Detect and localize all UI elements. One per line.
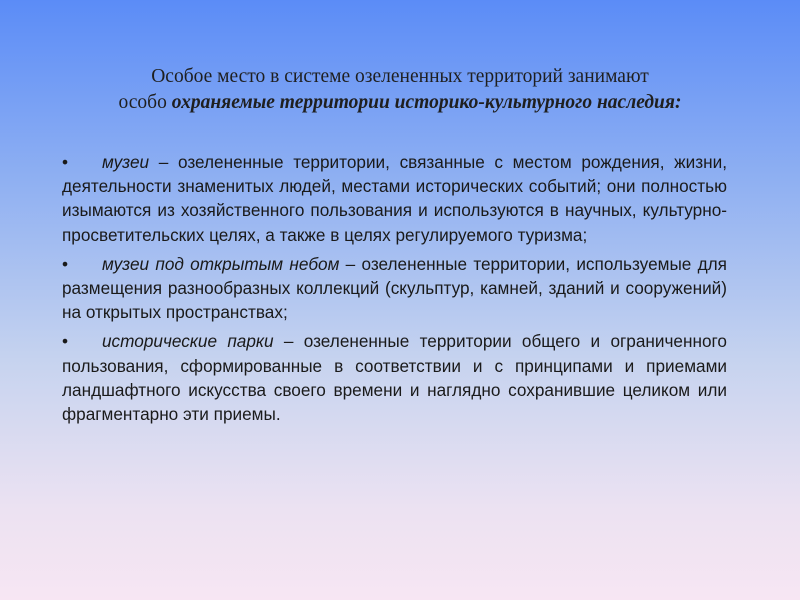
list-item [62, 329, 727, 426]
slide-title [60, 64, 740, 116]
list-item-text: – озелененные территории, используемые для размещения разнообразных коллекций (скульптур, камней, зданий и сооружений) на открытых пространствах; [62, 253, 727, 323]
title-line-2 [60, 90, 740, 116]
bullet-marker: • [62, 253, 69, 274]
list-item-text: – озелененные территории, связанные с местом рождения, жизни, деятельности знаменитых людей, местами исторических событий; они полностью изымаются из хозяйственного пользования и используются в научных, культурно-просветительских целях, а также в целях регулируемого туризма; [62, 152, 727, 245]
title-line-2-plain: особо [118, 92, 172, 113]
list-item-term: исторические парки [102, 331, 274, 352]
bullet-marker: • [62, 331, 69, 352]
list-item-text: – озелененные территории общего и ограниченного пользования, сформированные в соответствии и с принципами и приемами ландшафтного искусства своего времени и наглядно сохранившие целиком или фрагментарно эти приемы. [62, 331, 727, 425]
bullet-list [62, 150, 727, 431]
list-item-term: музеи [102, 152, 150, 172]
bullet-marker: • [62, 152, 69, 172]
title-line-1: Особое место в системе озелененных территорий занимают [151, 66, 649, 87]
list-item [62, 252, 727, 325]
list-item-term: музеи под открытым небом [102, 253, 340, 274]
list-item [62, 150, 727, 247]
title-line-2-emphasis: охраняемые территории историко-культурного наследия: [171, 92, 682, 113]
